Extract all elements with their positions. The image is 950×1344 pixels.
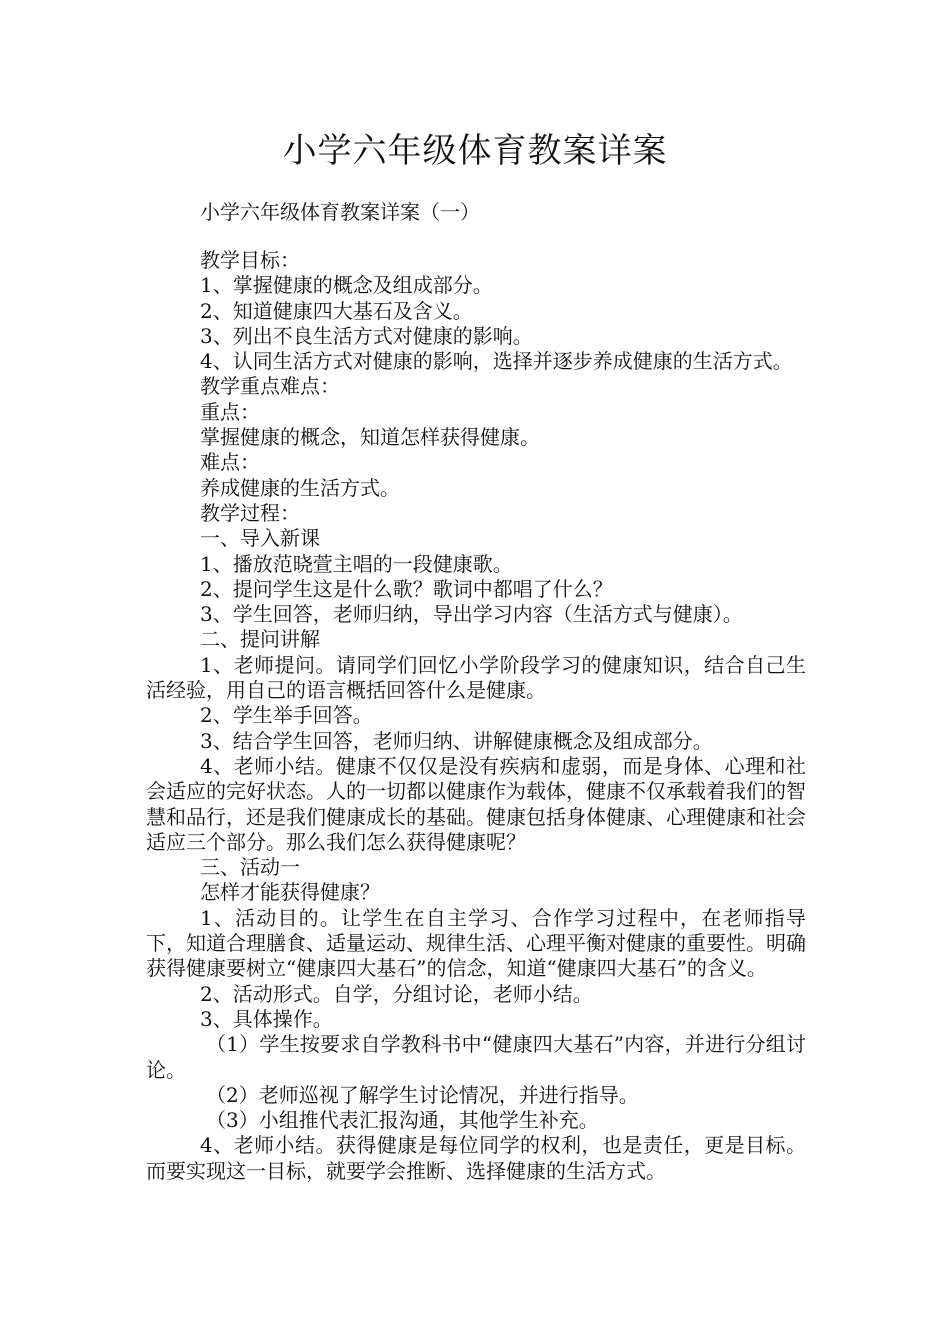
paragraph: 二、提问讲解 bbox=[200, 627, 320, 652]
paragraph: 教学重点难点： bbox=[200, 374, 340, 399]
paragraph: 掌握健康的概念，知道怎样获得健康。 bbox=[200, 425, 540, 450]
paragraph: 2、活动形式。自学，分组讨论，老师小结。 bbox=[200, 981, 593, 1006]
paragraph: 1、播放范晓萱主唱的一段健康歌。 bbox=[200, 551, 513, 576]
paragraph: （1）学生按要求自学教科书中“健康四大基石”内容，并进行分组讨论。 bbox=[146, 1032, 806, 1082]
paragraph: 养成健康的生活方式。 bbox=[200, 475, 400, 500]
document-subtitle: 小学六年级体育教案详案（一） bbox=[200, 200, 480, 224]
paragraph: 2、学生举手回答。 bbox=[200, 703, 373, 728]
document-body bbox=[146, 248, 806, 1184]
paragraph: 1、活动目的。让学生在自主学习、合作学习过程中，在老师指导下，知道合理膳食、适量运动、规律生活、心理平衡对健康的重要性。明确获得健康要树立“健康四大基石”的信念，知道“健康四大基石”的含义。 bbox=[146, 905, 806, 981]
paragraph: 教学目标： bbox=[200, 248, 300, 272]
paragraph: 1、掌握健康的概念及组成部分。 bbox=[200, 273, 493, 298]
paragraph: 2、提问学生这是什么歌？歌词中都唱了什么？ bbox=[200, 576, 613, 601]
paragraph: 3、具体操作。 bbox=[200, 1006, 333, 1031]
paragraph: 三、活动一 bbox=[200, 855, 300, 880]
paragraph: 2、知道健康四大基石及含义。 bbox=[200, 298, 473, 323]
paragraph: 重点： bbox=[200, 399, 260, 424]
paragraph: 教学过程： bbox=[200, 500, 300, 525]
paragraph: 1、老师提问。请同学们回忆小学阶段学习的健康知识，结合自己生活经验，用自己的语言概括回答什么是健康。 bbox=[146, 652, 806, 703]
paragraph: （3）小组推代表汇报沟通，其他学生补充。 bbox=[206, 1108, 599, 1133]
paragraph: 4、老师小结。健康不仅仅是没有疾病和虚弱，而是身体、心理和社会适应的完好状态。人的一切都以健康作为载体，健康不仅承载着我们的智慧和品行，还是我们健康成长的基础。健康包括身体健康、心理健康和社会适应三个部分。那么我们怎么获得健康呢？ bbox=[146, 753, 806, 854]
paragraph: 难点： bbox=[200, 450, 260, 475]
paragraph: 怎样才能获得健康？ bbox=[200, 880, 380, 905]
paragraph: 3、学生回答，老师归纳，导出学习内容（生活方式与健康）。 bbox=[200, 602, 743, 627]
paragraph: 3、列出不良生活方式对健康的影响。 bbox=[200, 323, 533, 348]
document-title: 小学六年级体育教案详案 bbox=[282, 131, 668, 171]
paragraph: 4、认同生活方式对健康的影响，选择并逐步养成健康的生活方式。 bbox=[200, 349, 793, 374]
paragraph: 4、老师小结。获得健康是每位同学的权利，也是责任，更是目标。而要实现这一目标，就要学会推断、选择健康的生活方式。 bbox=[146, 1133, 806, 1183]
paragraph: （2）老师巡视了解学生讨论情况，并进行指导。 bbox=[206, 1082, 639, 1107]
paragraph: 一、导入新课 bbox=[200, 526, 320, 551]
paragraph: 3、结合学生回答，老师归纳、讲解健康概念及组成部分。 bbox=[200, 728, 713, 753]
